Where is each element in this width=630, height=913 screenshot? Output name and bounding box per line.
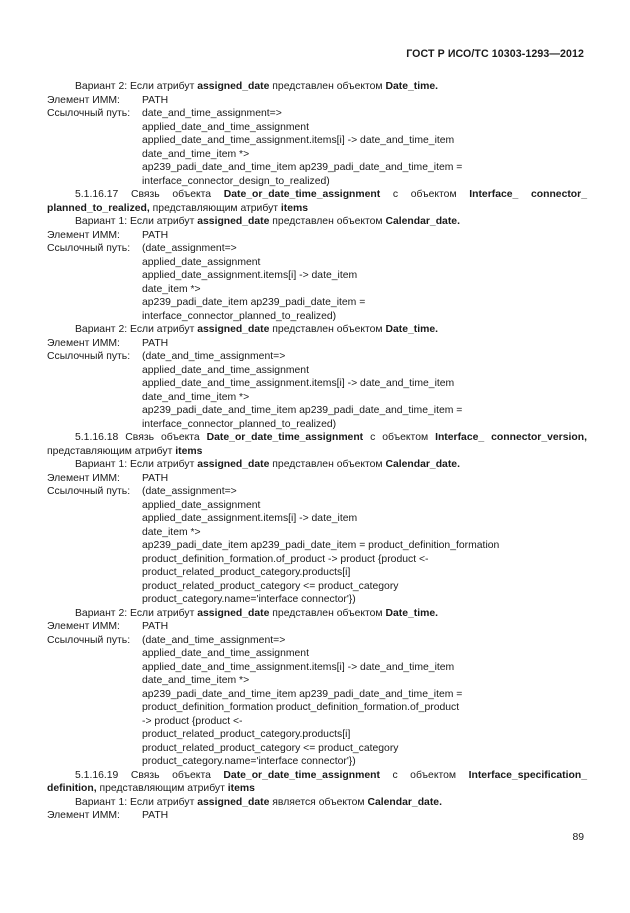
variant-line: [47, 80, 587, 94]
text-run: 5.1.16.19 Связь объекта: [75, 769, 224, 781]
text-run: Вариант 2: Если атрибут: [75, 607, 198, 619]
reference-path-line: product_category.name='interface connector'}): [142, 756, 356, 767]
variant-line: [47, 796, 587, 810]
variant-line: [47, 607, 587, 621]
page-number: 89: [572, 832, 584, 843]
variant-line: [47, 215, 587, 229]
bold-text: Interface_specification_: [468, 769, 587, 781]
field-label: Ссылочный путь:: [47, 243, 131, 254]
field-label: Ссылочный путь:: [47, 486, 131, 497]
field-value: (date_assignment=>: [142, 486, 237, 497]
field-value: date_and_time_assignment=>: [142, 108, 282, 119]
reference-path-line: applied_date_and_time_assignment: [142, 121, 309, 133]
reference-path-line: product_definition_formation product_definition_formation.of_product: [142, 702, 460, 713]
field-value: PATH: [142, 810, 169, 821]
text-run: Вариант 1: Если атрибут: [75, 459, 198, 470]
bold-text: items: [227, 783, 255, 794]
reference-path-line: interface_connector_planned_to_realized): [142, 310, 337, 322]
field-label: Ссылочный путь:: [47, 108, 131, 119]
field-line: [47, 242, 587, 256]
reference-path-line: ap239_padi_date_item ap239_padi_date_item = product_definition_formation: [142, 540, 500, 551]
field-line: [47, 229, 587, 243]
text-run: с объектом: [379, 769, 469, 781]
text-run: 5.1.16.17 Связь объекта: [75, 189, 224, 200]
field-label: Элемент ИММ:: [47, 621, 120, 632]
field-line: [47, 107, 587, 121]
text-run: представлен объектом: [269, 459, 386, 470]
reference-path-line: applied_date_and_time_assignment.items[i] -> date_and_time_item: [142, 135, 455, 146]
reference-path-line: date_and_time_item *>: [142, 675, 250, 686]
bold-text: items: [175, 445, 203, 457]
variant-line: [47, 458, 587, 472]
field-label: Ссылочный путь:: [47, 634, 131, 646]
reference-path-line: ap239_padi_date_and_time_item ap239_padi_date_and_time_item =: [142, 688, 463, 700]
field-line: [47, 94, 587, 108]
bold-text: assigned_date: [197, 324, 270, 335]
field-line: [47, 350, 587, 364]
reference-path-line: product_related_product_category.products[i]: [142, 729, 351, 740]
field-label: Ссылочный путь:: [47, 351, 131, 362]
text-run: Вариант 2: Если атрибут: [75, 324, 198, 335]
bold-text: Calendar_date.: [385, 459, 460, 470]
field-line: [47, 485, 587, 499]
reference-path-line: date_and_time_item *>: [142, 148, 250, 160]
bold-text: assigned_date: [197, 607, 270, 619]
field-line: [47, 620, 587, 634]
field-line: [47, 634, 587, 648]
reference-path-line: product_related_product_category <= product_category: [142, 742, 399, 754]
bold-text: definition,: [47, 783, 97, 794]
reference-path-line: applied_date_and_time_assignment.items[i] -> date_and_time_item: [142, 378, 455, 389]
field-value: PATH: [142, 621, 169, 632]
field-line: [47, 337, 587, 351]
section-heading: [47, 431, 587, 445]
text-run: представляющим атрибут: [96, 783, 228, 794]
field-label: Элемент ИММ:: [47, 472, 120, 484]
reference-path-line: product_related_product_category.products[i]: [142, 567, 351, 578]
field-value: PATH: [142, 337, 169, 349]
bold-text: Calendar_date.: [367, 796, 442, 808]
bold-text: Date_or_date_time_assignment: [206, 432, 364, 443]
variant-line: [47, 323, 587, 337]
text-run: представлен объектом: [269, 81, 386, 92]
reference-path-line: interface_connector_design_to_realized): [142, 175, 330, 187]
field-line: [47, 809, 587, 823]
bold-text: Date_or_date_time_assignment: [223, 769, 380, 781]
reference-path-line: applied_date_and_time_assignment: [142, 364, 309, 376]
text-run: представляющим атрибут: [149, 202, 281, 214]
document-body: [47, 80, 587, 823]
field-line: [47, 472, 587, 486]
field-label: Элемент ИММ:: [47, 94, 120, 106]
text-run: с объектом: [363, 432, 436, 443]
reference-path-line: product_category.name='interface connector'}): [142, 594, 356, 605]
bold-text: assigned_date: [197, 216, 270, 227]
section-heading-continuation: [47, 445, 587, 459]
reference-path-line: product_definition_formation.of_product -> product {product <-: [142, 553, 429, 565]
bold-text: items: [280, 202, 309, 214]
section-heading: [47, 769, 587, 783]
field-value: PATH: [142, 94, 169, 106]
field-label: Элемент ИММ:: [47, 229, 120, 241]
field-value: PATH: [142, 472, 169, 484]
text-run: представлен объектом: [269, 324, 386, 335]
bold-text: Date_time.: [385, 607, 439, 619]
bold-text: Date_or_date_time_assignment: [223, 189, 381, 200]
text-run: Вариант 1: Если атрибут: [75, 216, 198, 227]
reference-path-line: applied_date_and_time_assignment.items[i] -> date_and_time_item: [142, 661, 455, 673]
reference-path-line: interface_connector_planned_to_realized): [142, 418, 337, 430]
reference-path-line: ap239_padi_date_and_time_item ap239_padi_date_and_time_item =: [142, 405, 463, 416]
text-run: Вариант 2: Если атрибут: [75, 81, 198, 92]
text-run: представлен объектом: [269, 607, 386, 619]
bold-text: Interface_ connector_: [469, 189, 587, 200]
bold-text: planned_to_realized,: [47, 202, 150, 214]
reference-path-line: ap239_padi_date_item ap239_padi_date_item =: [142, 297, 366, 308]
bold-text: Date_time.: [385, 81, 439, 92]
bold-text: assigned_date: [197, 81, 270, 92]
field-value: (date_and_time_assignment=>: [142, 634, 286, 646]
field-value: (date_and_time_assignment=>: [142, 351, 286, 362]
text-run: 5.1.16.18 Связь объекта: [75, 432, 207, 443]
bold-text: Date_time.: [385, 324, 439, 335]
field-label: Элемент ИММ:: [47, 337, 120, 349]
text-run: представлен объектом: [269, 216, 386, 227]
reference-path-line: date_item *>: [142, 283, 201, 295]
reference-path-line: product_related_product_category <= product_category: [142, 580, 399, 592]
text-run: с объектом: [380, 189, 470, 200]
bold-text: assigned_date: [197, 459, 270, 470]
reference-path-line: -> product {product <-: [142, 715, 243, 727]
section-heading-continuation: [47, 782, 587, 796]
reference-path-line: applied_date_assignment.items[i] -> date_item: [142, 513, 358, 524]
section-heading: [47, 188, 587, 202]
text-run: Вариант 1: Если атрибут: [75, 796, 198, 808]
bold-text: assigned_date: [197, 796, 270, 808]
reference-path-line: applied_date_assignment: [142, 256, 261, 268]
text-run: представляющим атрибут: [47, 445, 176, 457]
section-heading-continuation: [47, 202, 587, 216]
document-header: ГОСТ Р ИСО/ТС 10303-1293—2012: [406, 48, 584, 60]
bold-text: Calendar_date.: [385, 216, 460, 227]
reference-path-line: date_and_time_item *>: [142, 391, 250, 403]
field-value: (date_assignment=>: [142, 243, 237, 254]
reference-path-line: applied_date_assignment: [142, 499, 261, 511]
reference-path-line: applied_date_and_time_assignment: [142, 648, 309, 659]
field-label: Элемент ИММ:: [47, 810, 120, 821]
reference-path-line: ap239_padi_date_and_time_item ap239_padi_date_and_time_item =: [142, 162, 463, 173]
field-value: PATH: [142, 229, 169, 241]
bold-text: Interface_ connector_version,: [435, 432, 587, 443]
text-run: является объектом: [269, 796, 368, 808]
reference-path-line: date_item *>: [142, 526, 201, 538]
reference-path-line: applied_date_assignment.items[i] -> date_item: [142, 270, 358, 281]
